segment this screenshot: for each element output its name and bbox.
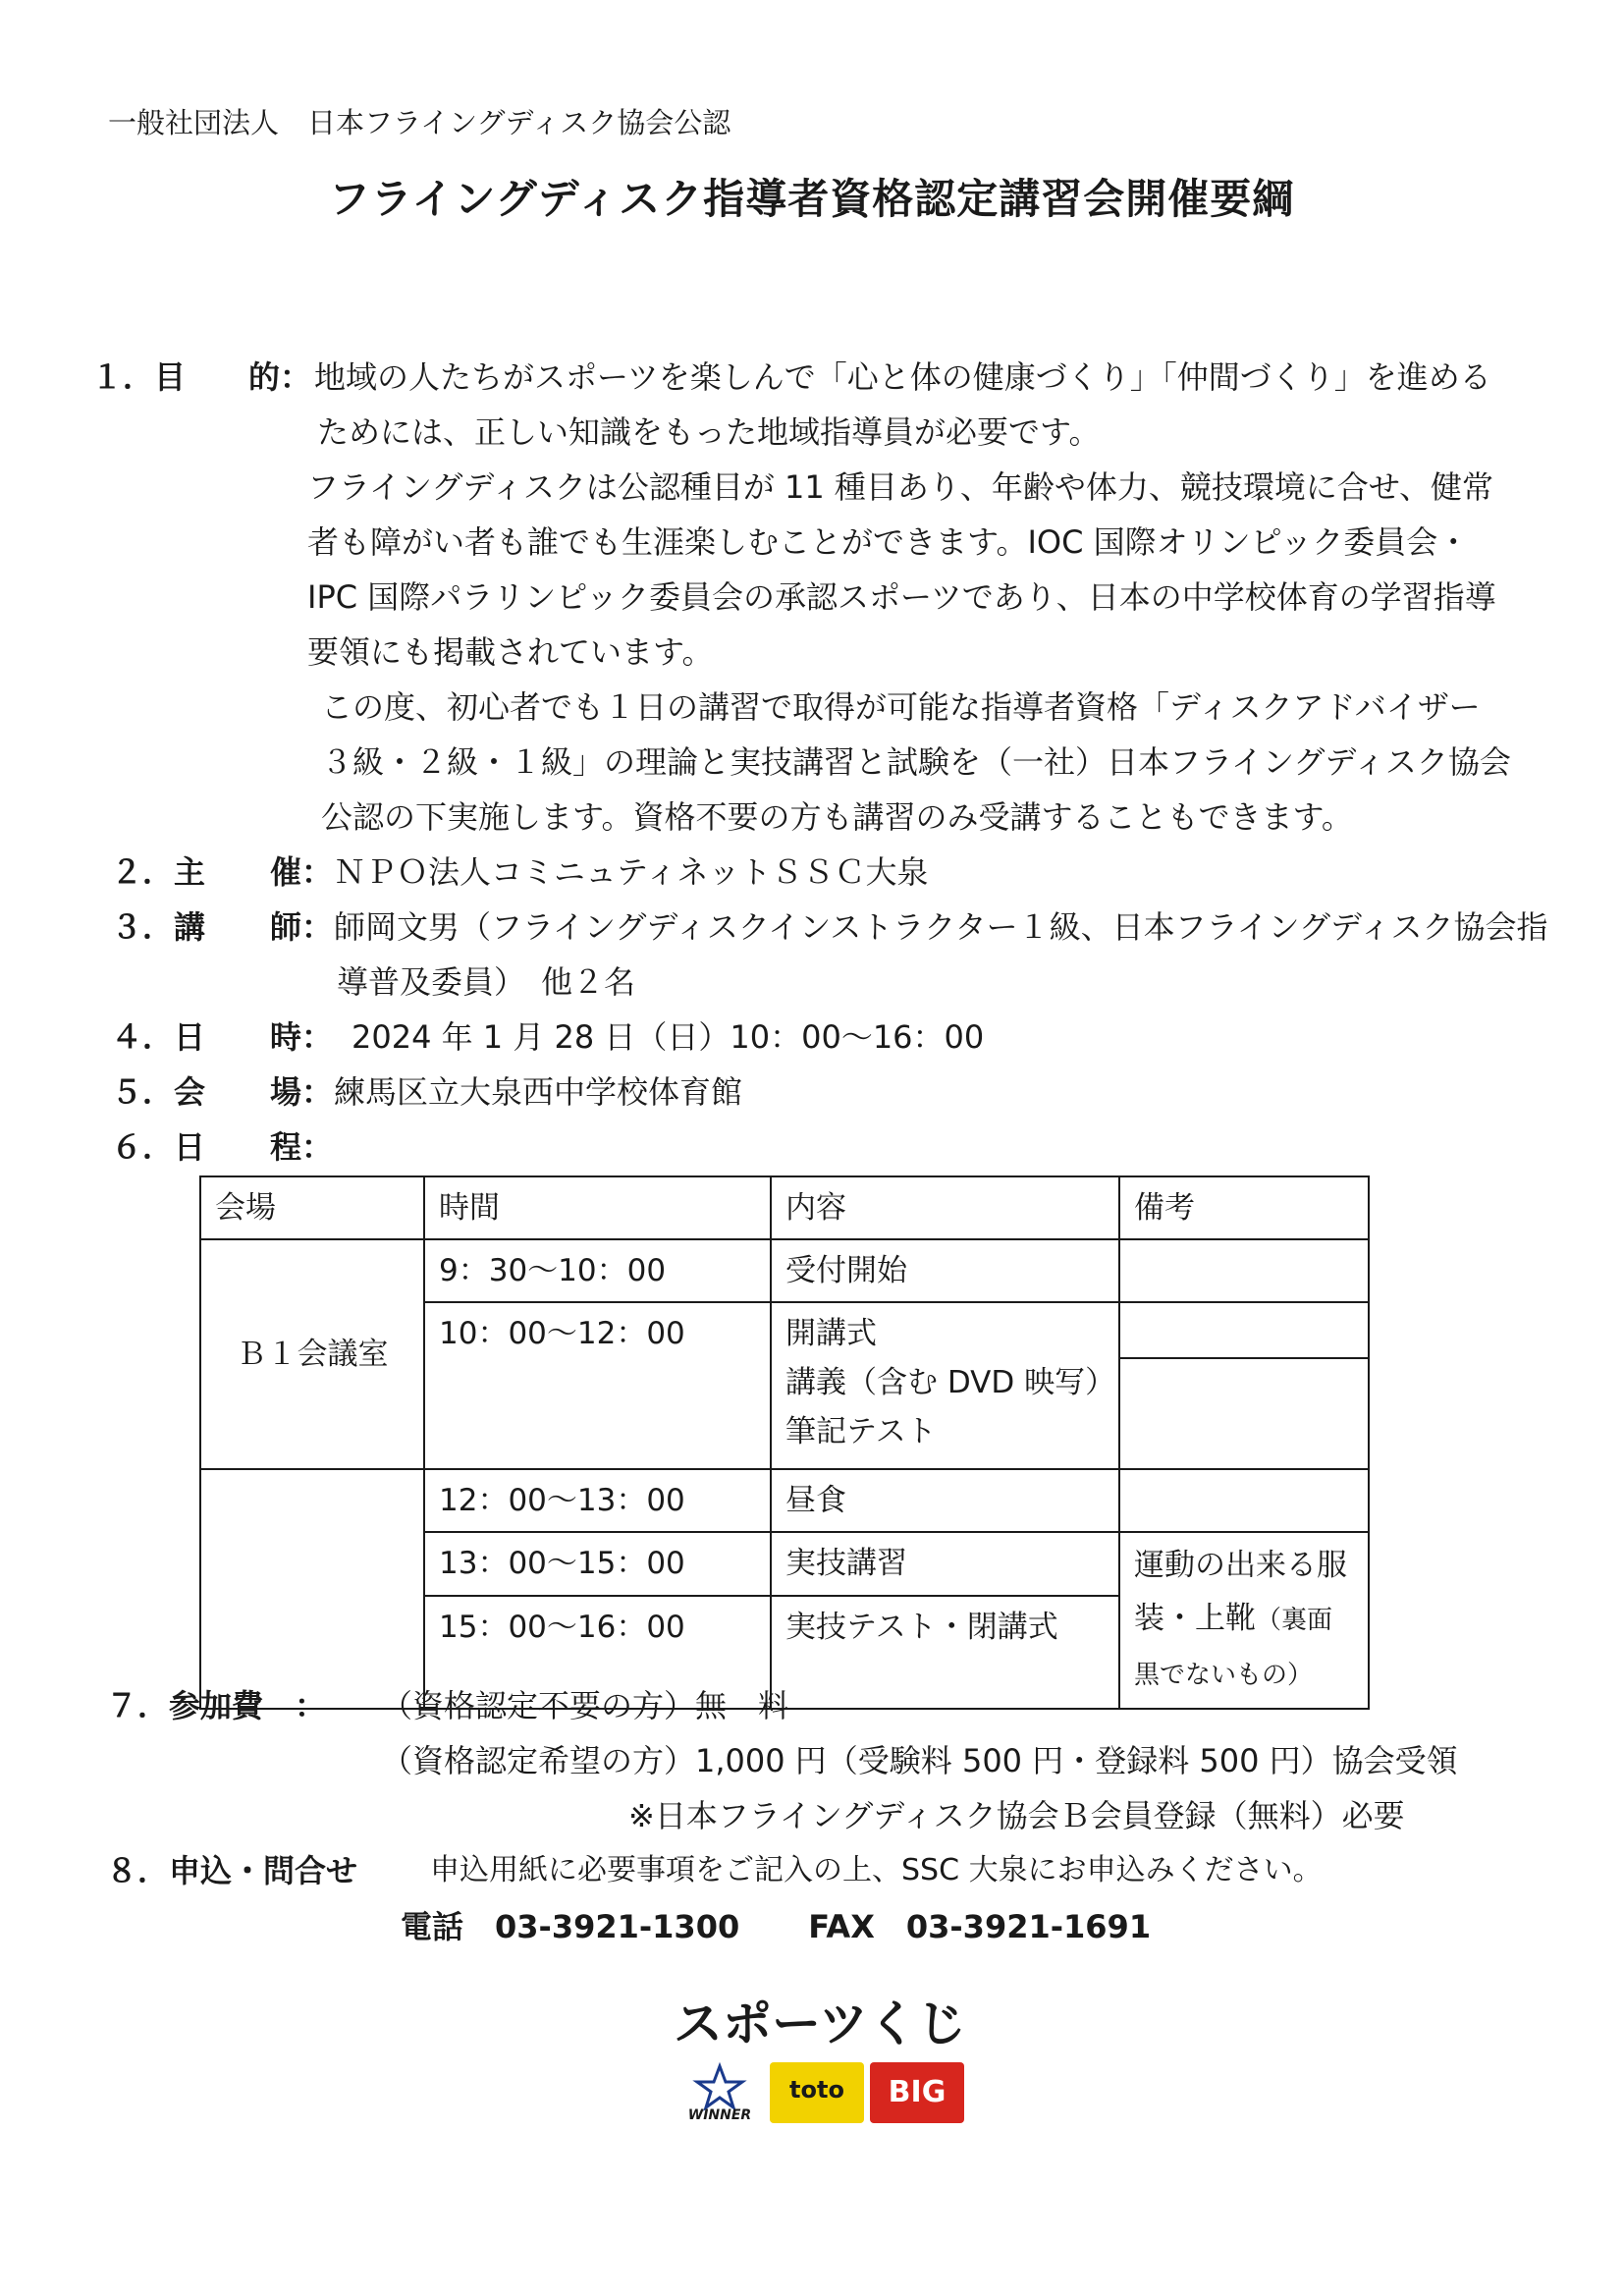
content-cell: 昼食 [771,1469,1119,1532]
organizer-value: ＮＰＯ法人コミニュティネットＳＳＣ大泉 [334,853,929,891]
purpose-line-1: 地域の人たちがスポーツを楽しんで「心と体の健康づくり」「仲間づくり」を進める [314,358,1491,396]
time-cell: 9：30～10：00 [424,1239,771,1302]
content-cell: 実技テスト・閉講式 [771,1596,1119,1709]
fee-label: ７．参加費 ： [106,1687,327,1724]
time-cell: 15：00～16：00 [424,1596,771,1709]
fax-number: FAX 03-3921-1691 [808,1908,1152,1945]
instructor-label-word: 師： [270,908,334,946]
content-cell: 受付開始 [771,1239,1119,1302]
room-cell-empty [200,1469,424,1709]
organizer-label-word: 催： [270,853,334,891]
fee-line-2: （資格認定希望の方）1,000 円（受験料 500 円・登録料 500 円）協会受領 [381,1742,1458,1779]
time-cell: 12：00～13：00 [424,1469,771,1532]
purpose-line-5: IPC 国際パラリンピック委員会の承認スポーツであり、日本の中学校体育の学習指導 [307,578,1496,616]
header-time: 時間 [424,1176,771,1239]
content-line: 筆記テスト [785,1414,937,1449]
apply-text: 申込用紙に必要事項をご記入の上、SSC 大泉にお申込みください。 [430,1853,1323,1887]
remark-cell-empty [1119,1469,1369,1532]
purpose-line-6: 要領にも掲載されています。 [307,633,714,671]
datetime-label-num: ４．日 [111,1018,206,1056]
content-line: 開講式 [785,1316,877,1351]
winner-badge [676,2062,764,2123]
big-badge [870,2062,964,2123]
purpose-line-3: フライングディスクは公認種目が 11 種目あり、年齢や体力、競技環境に合せ、健常 [307,468,1493,506]
remark-cell [1119,1532,1369,1709]
remark-cell-empty [1119,1358,1369,1469]
schedule-label-num: ６．日 [111,1128,206,1166]
content-cell: 実技講習 [771,1532,1119,1596]
svg-text:toto: toto [789,2076,844,2104]
purpose-line-9: 公認の下実施します。資格不要の方も講習のみ受講することもできます。 [321,798,1353,836]
fee-line-3: ※日本フライングディスク協会Ｂ会員登録（無料）必要 [628,1797,1405,1834]
schedule-table [199,1175,1370,1710]
logo-title: スポーツくじ [674,1995,966,2052]
room-cell: Ｂ１会議室 [200,1239,424,1469]
table-header-row [200,1176,1369,1239]
venue-label-num: ５．会 [111,1073,206,1111]
remark-main: 運動の出来る服装・上靴 [1134,1548,1347,1636]
datetime-value: 2024 年 1 月 28 日（日）10：00～16：00 [352,1018,985,1056]
instructor-line-2: 導普及委員） 他２名 [337,963,636,1001]
apply-label: ８．申込・問合せ [106,1852,358,1889]
fee-line-1: （資格認定不要の方）無 料 [381,1687,790,1724]
instructor-label-num: ３．講 [111,908,206,946]
svg-text:WINNER: WINNER [687,2107,752,2123]
purpose-line-2: ためには、正しい知識をもった地域指導員が必要です。 [317,413,1101,451]
table-row [200,1469,1369,1532]
table-row [200,1239,1369,1302]
content-cell-multi [771,1302,1119,1469]
time-cell: 10：00～12：00 [424,1302,771,1469]
sports-kuji-logo [668,1992,972,2129]
document-title: フライングディスク指導者資格認定講習会開催要綱 [328,175,1295,223]
venue-value: 練馬区立大泉西中学校体育館 [334,1073,743,1111]
remark-cell-empty [1119,1239,1369,1302]
purpose-line-4: 者も障がい者も誰でも生涯楽しむことができます。IOC 国際オリンピック委員会・ [307,523,1470,561]
organization-line: 一般社団法人 日本フライングディスク協会公認 [108,106,731,139]
header-venue: 会場 [200,1176,424,1239]
content-line: 講義（含む DVD 映写） [785,1365,1116,1400]
datetime-label-word: 時： [270,1018,334,1056]
time-cell: 13：00～15：00 [424,1532,771,1596]
organizer-label-num: ２．主 [111,853,206,891]
schedule-label-word: 程： [270,1128,334,1166]
purpose-line-8: ３級・２級・１級」の理論と実技講習と試験を（一社）日本フライングディスク協会 [321,743,1511,781]
purpose-line-7: この度、初心者でも１日の講習で取得が可能な指導者資格「ディスクアドバイザー [321,688,1481,726]
remark-small: （裏面黒でないもの） [1134,1606,1333,1690]
contact-line [401,1902,1219,1947]
venue-label-word: 場： [270,1073,334,1111]
purpose-label-word: 的： [248,358,312,396]
toto-badge [770,2062,864,2123]
remark-cell-empty [1119,1302,1369,1358]
phone-number: 電話 03-3921-1300 [401,1908,740,1945]
purpose-label-num: １．目 [91,358,187,396]
header-content: 内容 [771,1176,1119,1239]
instructor-line-1: 師岡文男（フライングディスクインストラクター１級、日本フライングディスク協会指 [334,908,1548,946]
svg-text:BIG: BIG [888,2075,947,2109]
header-remarks: 備考 [1119,1176,1369,1239]
